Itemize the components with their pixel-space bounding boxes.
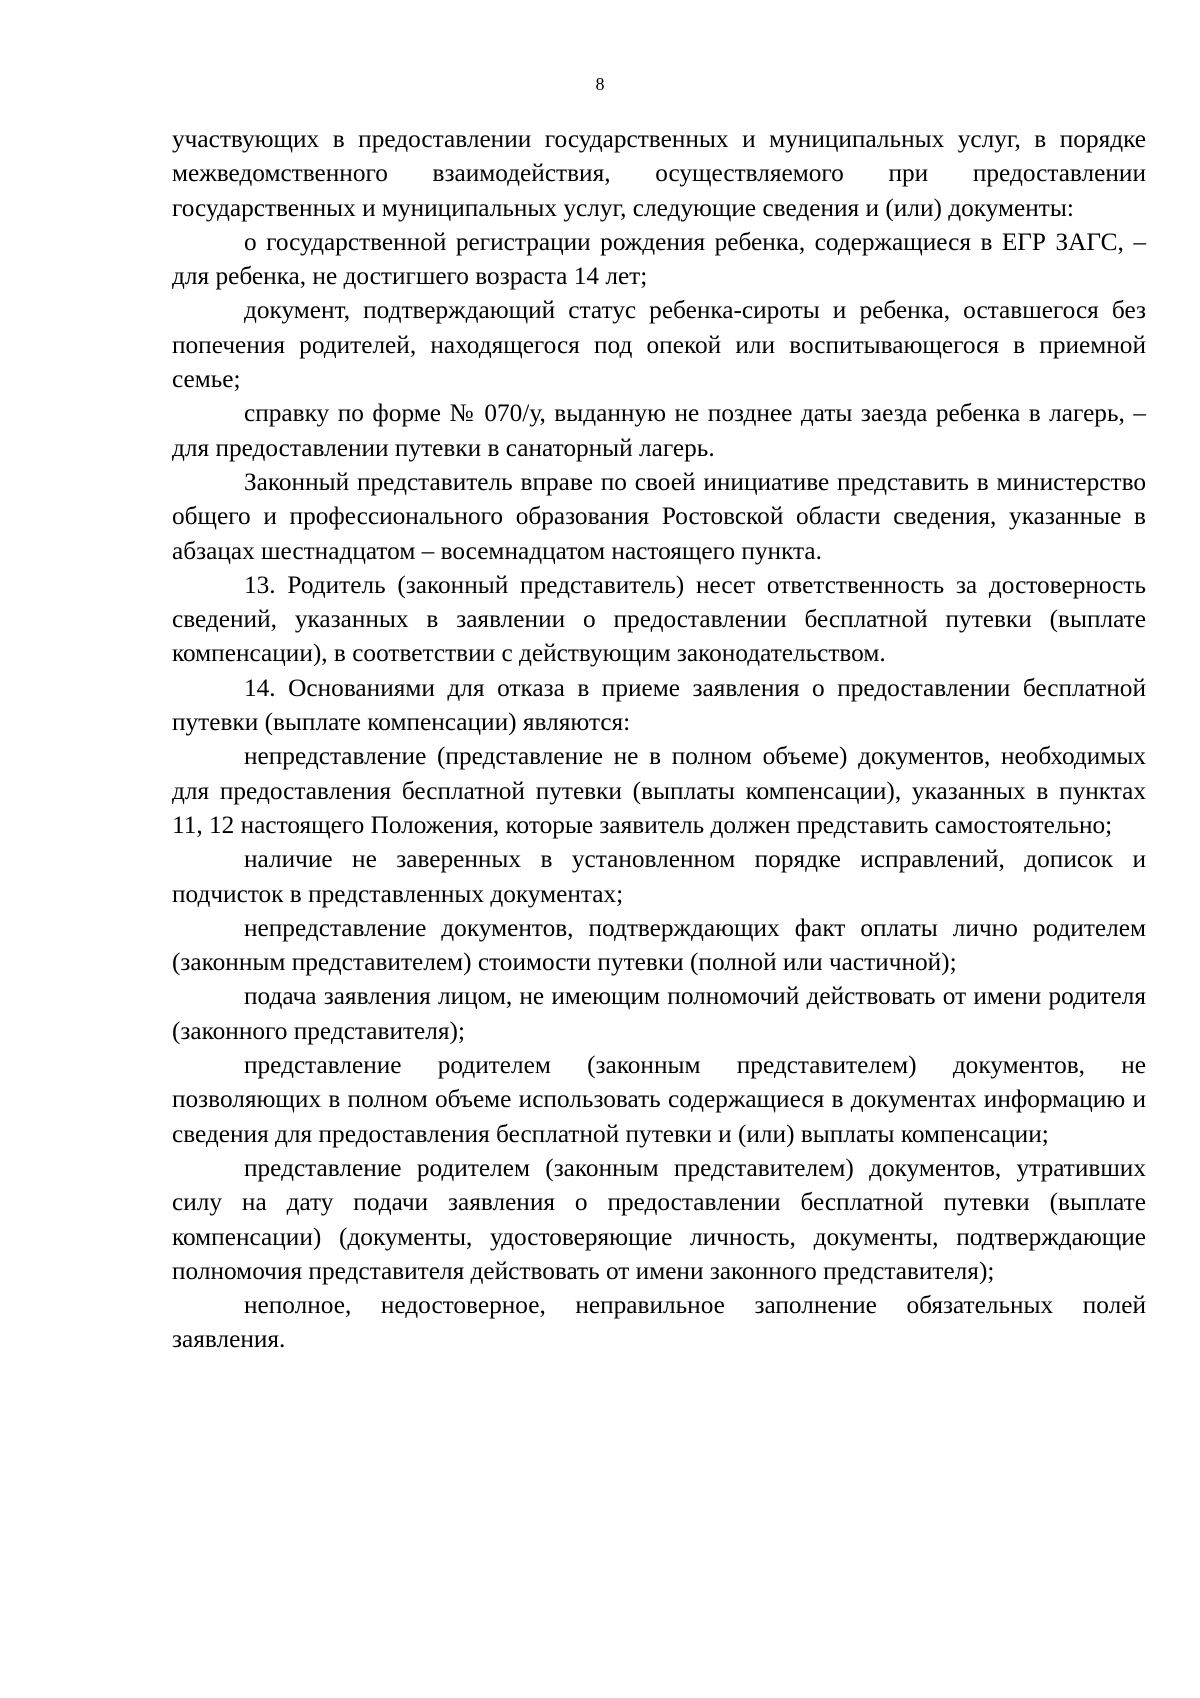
- document-body: [172, 122, 1146, 1357]
- paragraph: непредставление (представление не в полном объеме) документов, необходимых для предоставления бесплатной путевки (выплаты компенсации), указанных в пунктах 11, 12 настоящего Положения, которые заявитель должен представить самостоятельно;: [172, 742, 1146, 839]
- paragraph: 13. Родитель (законный представитель) несет ответственность за достоверность сведений, указанных в заявлении о предоставлении бесплатной путевки (выплате компенсации), в соответствии с действующим законодательством.: [172, 570, 1146, 668]
- paragraph: подача заявления лицом, не имеющим полномочий действовать от имени родителя (законного представителя);: [172, 982, 1146, 1045]
- paragraph: справку по форме № 070/у, выданную не позднее даты заезда ребенка в лагерь, – для предоставлении путевки в санаторный лагерь.: [172, 399, 1146, 462]
- paragraph: 14. Основаниями для отказа в приеме заявления о предоставлении бесплатной путевки (выплате компенсации) являются:: [172, 673, 1146, 737]
- paragraph: представление родителем (законным представителем) документов, утративших силу на дату подачи заявления о предоставлении бесплатной путевки (выплате компенсации) (документы, удостоверяющие личность, документы, подтверждающие полномочия представителя действовать от имени законного представителя);: [172, 1153, 1146, 1285]
- paragraph: документ, подтверждающий статус ребенка-сироты и ребенка, оставшегося без попечения родителей, находящегося под опекой или воспитывающегося в приемной семье;: [172, 296, 1146, 394]
- paragraph: о государственной регистрации рождения ребенка, содержащиеся в ЕГР ЗАГС, – для ребенка, не достигшего возраста 14 лет;: [172, 227, 1146, 291]
- paragraph: неполное, недостоверное, неправильное заполнение обязательных полей заявления.: [172, 1291, 1146, 1354]
- paragraph: наличие не заверенных в установленном порядке исправлений, дописок и подчисток в представленных документах;: [172, 845, 1146, 908]
- paragraph: Законный представитель вправе по своей инициативе представить в министерство общего и профессионального образования Ростовской области сведения, указанные в абзацах шестнадцатом – восемнадцатом настоящего пункта.: [172, 467, 1146, 565]
- paragraph: участвующих в предоставлении государственных и муниципальных услуг, в порядке межведомственного взаимодействия, осуществляемого при предоставлении государственных и муниципальных услуг, следующие сведения и (или) документы:: [172, 125, 1146, 222]
- paragraph: представление родителем (законным представителем) документов, не позволяющих в полном объеме использовать содержащиеся в документах информацию и сведения для предоставления бесплатной путевки и (или) выплаты компенсации;: [172, 1051, 1146, 1148]
- paragraph: непредставление документов, подтверждающих факт оплаты лично родителем (законным представителем) стоимости путевки (полной или частичной);: [172, 913, 1146, 977]
- page-number: 8: [595, 74, 605, 94]
